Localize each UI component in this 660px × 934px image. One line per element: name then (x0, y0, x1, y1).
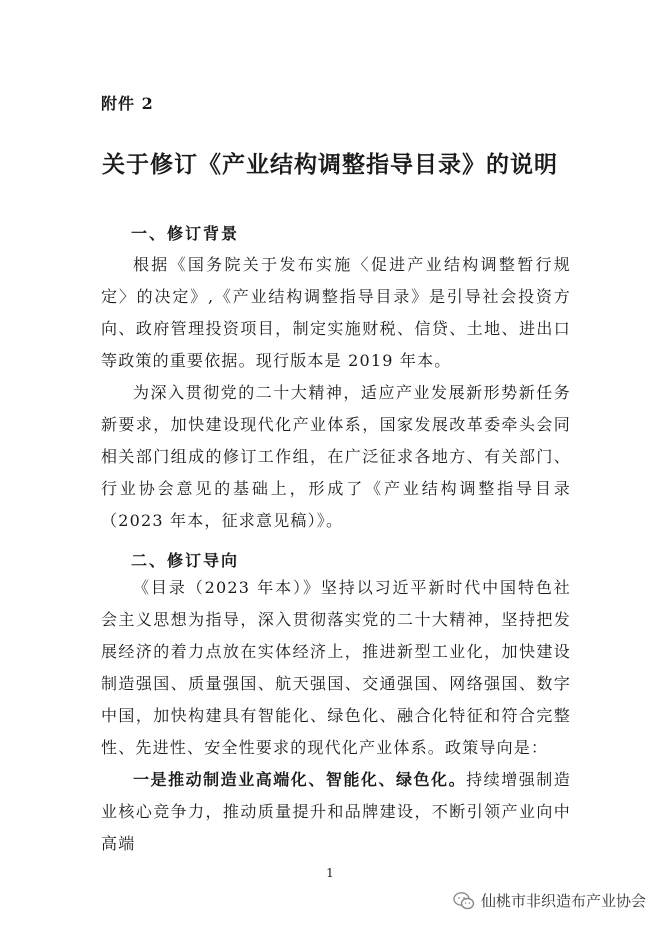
wechat-icon (453, 891, 475, 911)
account-watermark (453, 890, 646, 911)
paragraph-background-1: 根据《国务院关于发布实施〈促进产业结构调整暂行规定〉的决定》,《产业结构调整指导目录》是引导社会投资方向、政府管理投资项目，制定实施财税、信贷、土地、进出口等政策的重要依据。现行版本是 2019 年本。 (101, 255, 571, 370)
point-1-lead: 一是推动制造业高端化、智能化、绿色化。 (133, 770, 467, 789)
watermark-text: 仙桃市非织造布产业协会 (480, 892, 646, 910)
section-heading-background: 一、修订背景 (131, 224, 240, 243)
paragraph-background-2: 为深入贯彻党的二十大精神，适应产业发展新形势新任务新要求，加快建设现代化产业体系，国家发展改革委牵头会同相关部门组成的修订工作组，在广泛征求各地方、有关部门、行业协会意见的基础上，形成了《产业结构调整指导目录（2023 年本，征求意见稿）》。 (101, 383, 571, 530)
document-title: 关于修订《产业结构调整指导目录》的说明 (102, 151, 558, 178)
page-number: 1 (326, 866, 334, 880)
paragraph-orientation: 《目录（2023 年本）》坚持以习近平新时代中国特色社会主义思想为指导，深入贯彻落实党的二十大精神，坚持把发展经济的着力点放在实体经济上，推进新型工业化，加快建设制造强国、质量强国、航天强国、交通强国、网络强国、数字中国，加快构建具有智能化、绿色化、融合化特征和符合完整性、先进性、安全性要求的现代化产业体系。政策导向是： (101, 578, 571, 757)
point-1-text: 持续增强制造业核心竞争力，推动质量提升和品牌建设，不断引领产业向中高端 (101, 770, 571, 853)
attachment-label: 附件 2 (101, 94, 154, 113)
paragraph-point-1 (101, 764, 571, 860)
section-heading-orientation: 二、修订导向 (131, 551, 240, 570)
